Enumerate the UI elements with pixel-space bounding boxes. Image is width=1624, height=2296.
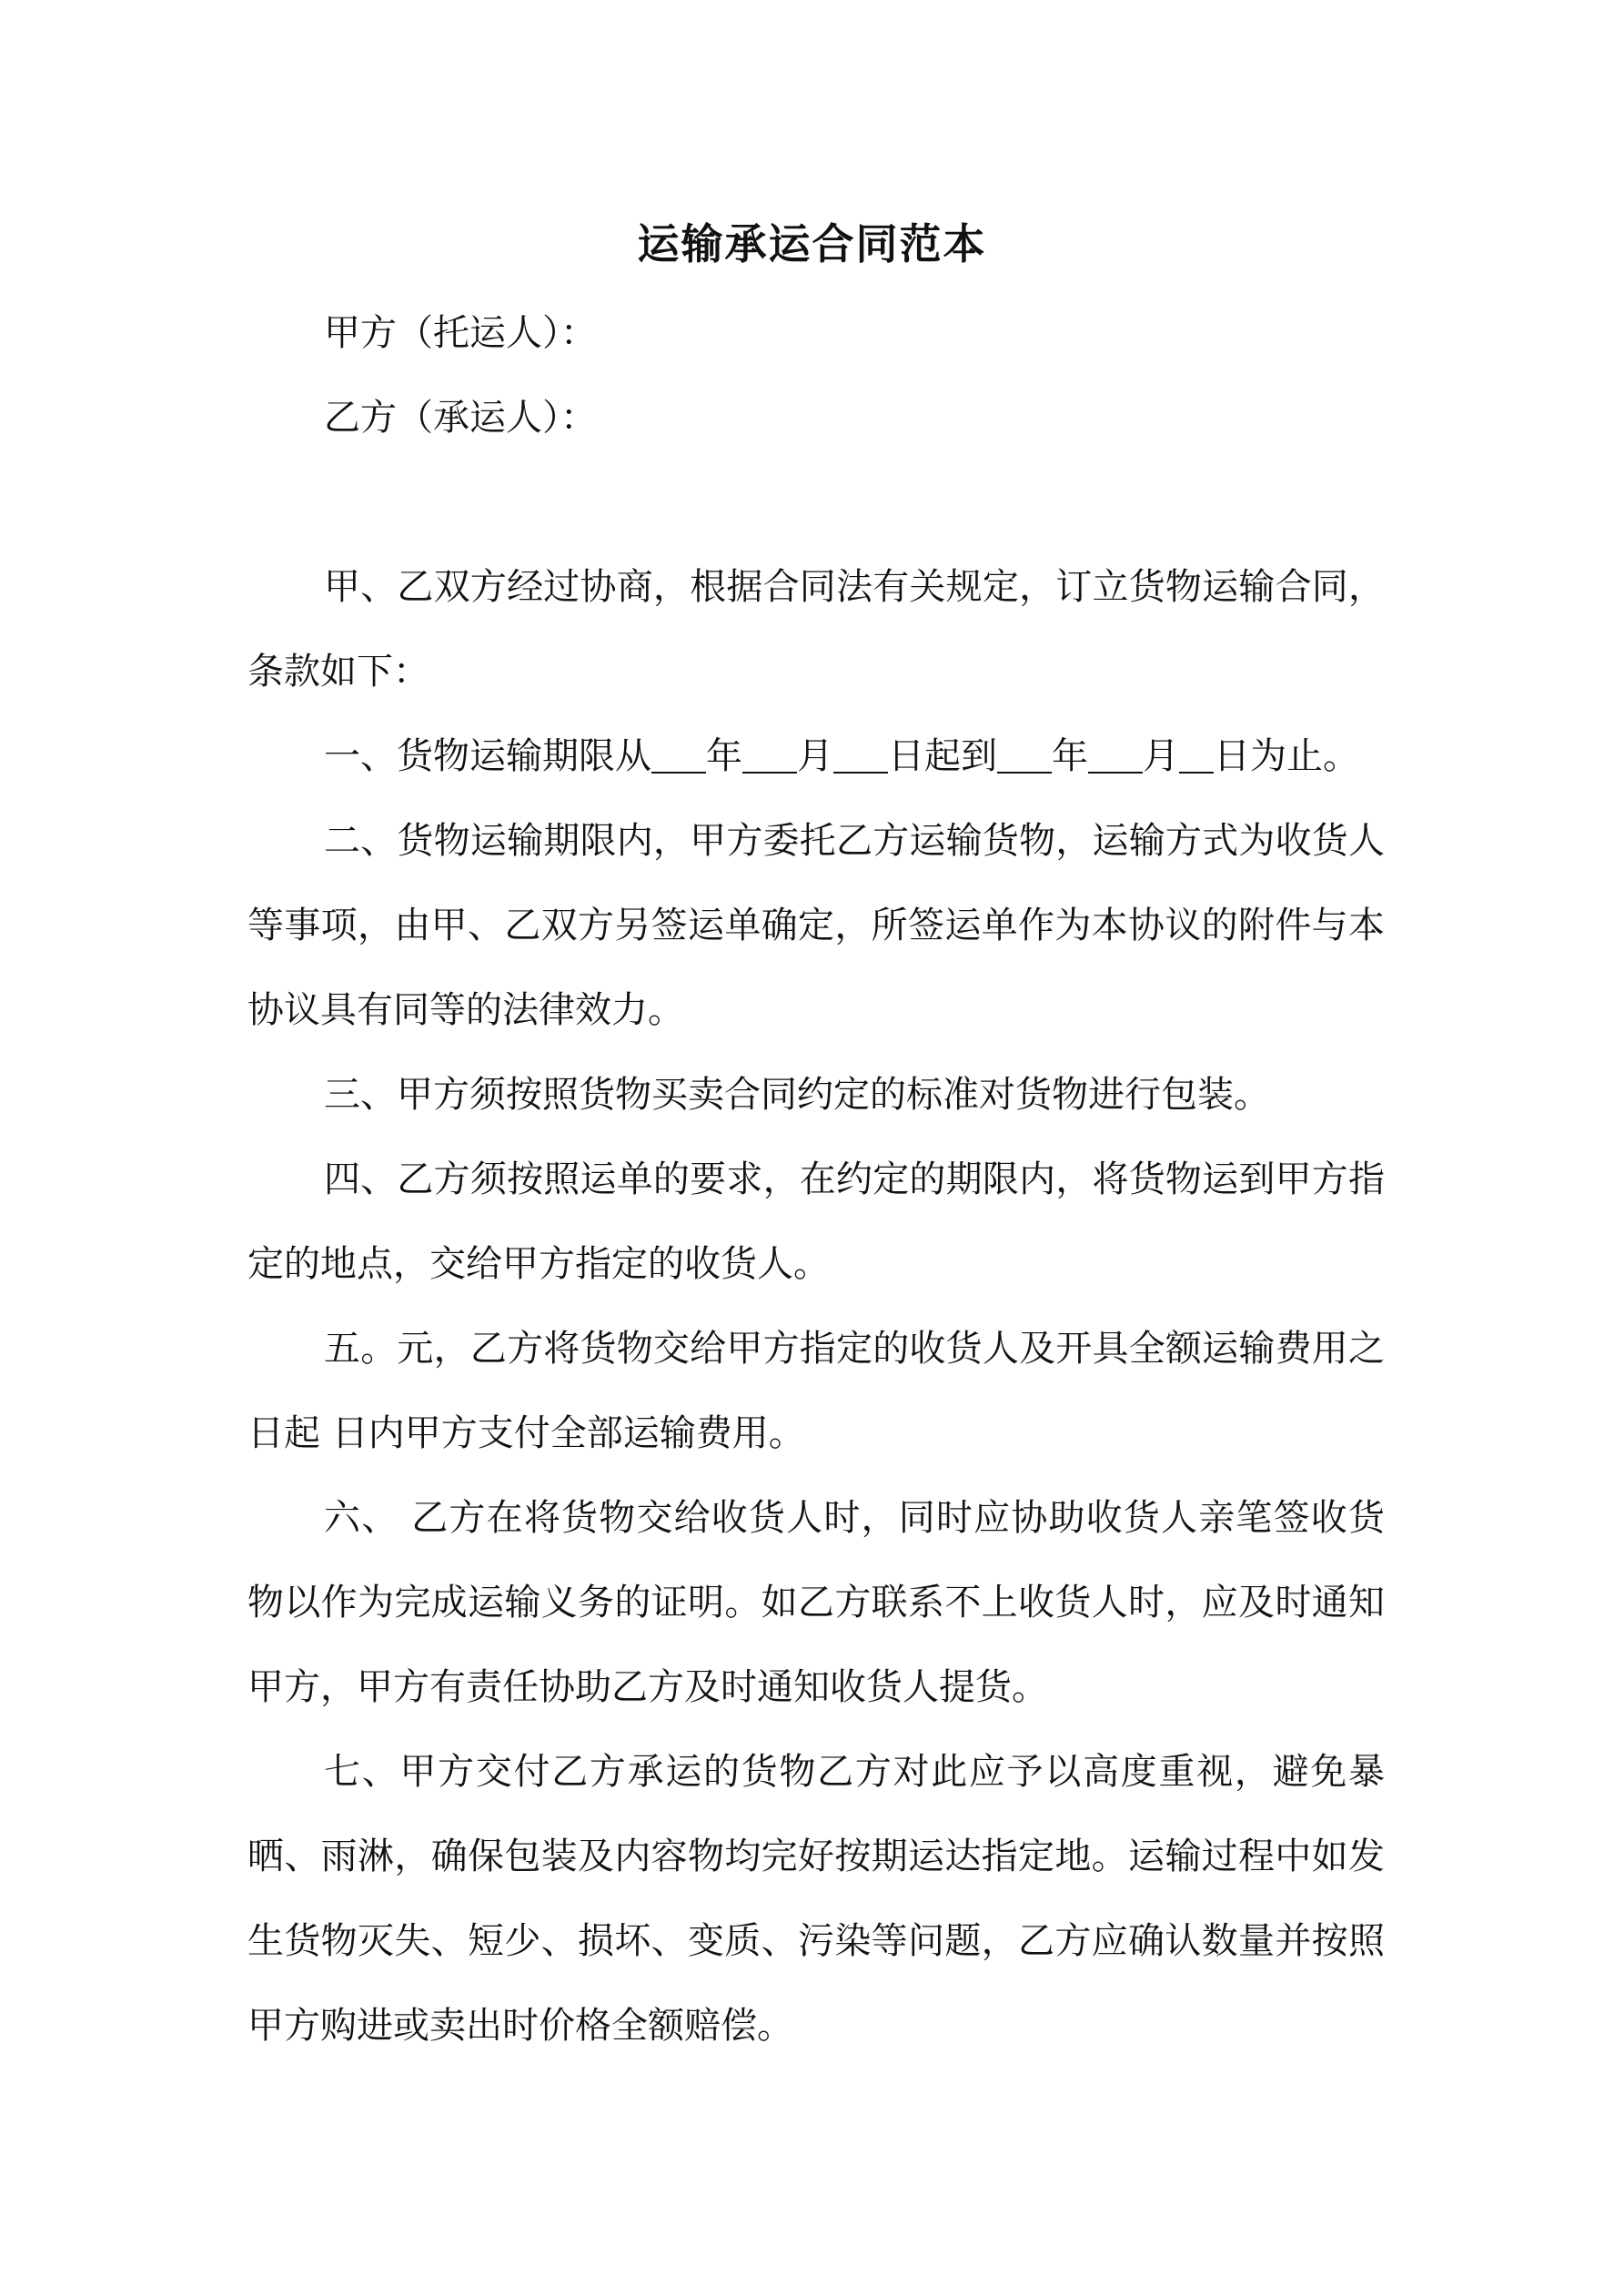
clause-1-month-2: 月 [1143,735,1179,777]
clause-1 [247,714,1385,799]
clause-4: 四、乙方须按照运单的要求，在约定的期限内，将货物运到甲方指定的地点，交给甲方指定的收货人。 [247,1158,1385,1285]
party-b-line: 乙方（承运人）： [324,397,597,439]
blank-day-2 [1179,735,1214,774]
clause-5: 五。元，乙方将货物交给甲方指定的收货人及开具全额运输费用之日起 日内甲方支付全部运输费用。 [247,1328,1385,1454]
document-body [247,291,1385,2068]
blank-year-1 [651,735,706,774]
intro-paragraph: 甲、乙双方经过协商，根据合同法有关规定，订立货物运输合同，条款如下： [247,566,1385,693]
blank-month-2 [1088,735,1143,774]
blank-month-1 [742,735,797,774]
blank-line [247,460,1385,545]
party-a-line: 甲方（托运人）： [324,312,597,354]
clause-1-month-1: 月 [797,735,833,777]
clause-2: 二、货物运输期限内，甲方委托乙方运输货物，运输方式为收货人等事项，由甲、乙双方另签运单确定，所签运单作为本协议的附件与本协议具有同等的法律效力。 [247,820,1385,1031]
clause-1-year-1: 年 [706,735,742,777]
blank-year-2 [997,735,1052,774]
clause-6: 六、 乙方在将货物交给收货人时，同时应协助收货人亲笔签收货物以作为完成运输义务的证明。如乙方联系不上收货人时，应及时通知甲方，甲方有责任协助乙方及时通知收货人提货。 [247,1497,1385,1708]
clause-1-prefix: 一、货物运输期限从 [324,735,651,777]
blank-day-1 [833,735,888,774]
clause-3: 三、甲方须按照货物买卖合同约定的标准对货物进行包装。 [324,1074,1270,1116]
document-title: 运输承运合同范本 [637,219,987,268]
clause-7: 七、甲方交付乙方承运的货物乙方对此应予以高度重视，避免暴晒、雨淋，确保包装及内容物均完好按期运达指定地。运输过程中如发生货物灭失、短少、损坏、变质、污染等问题，乙方应确认数量并按照甲方购进或卖出时价格全额赔偿。 [247,1751,1385,2047]
clause-1-year-2: 年 [1052,735,1088,777]
clause-1-day-1: 日起到 [888,735,997,777]
clause-1-day-2: 日为止。 [1214,735,1359,777]
